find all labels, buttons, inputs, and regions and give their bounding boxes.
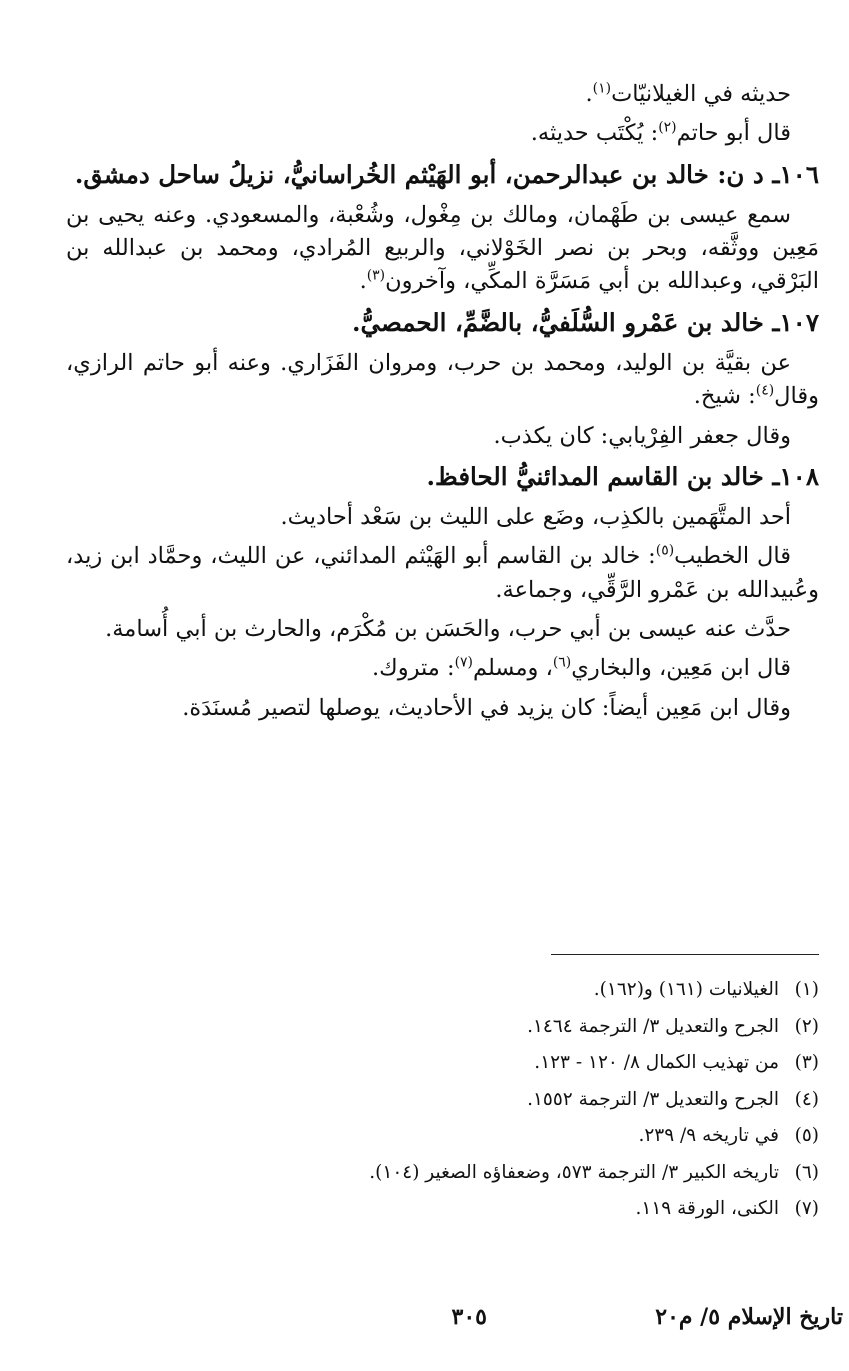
footnote-text: الجرح والتعديل ٣/ الترجمة ١٥٥٢.: [527, 1088, 779, 1110]
footnote-item: [66, 1124, 819, 1148]
footnote-item: [66, 1197, 819, 1221]
paragraph: أحد المتَّهَمين بالكذِب، وضَع على الليث بن سَعْد أحاديث.: [280, 504, 791, 531]
paragraph: سمع عيسى بن طَهْمان، ومالك بن مِغْول، وشُعْبة، والمسعودي. وعنه يحيى بن مَعِين ووثَّقه، وبحر بن نصر الخَوْلاني، والربيع المُرادي، ومحمد بن عبدالله بن البَرْقي، وعبدالله بن أبي مَسَرَّة المكِّي، وآخرون$^{(٣)}$.: [66, 201, 819, 295]
footnote-item: [66, 1015, 819, 1039]
footnote-divider: [551, 954, 819, 955]
paragraph: عن بقيَّة بن الوليد، ومحمد بن حرب، ومروان الفَزَاري. وعنه أبو حاتم الرازي، وقال$^{(٤)}$: شيخ.: [66, 349, 819, 410]
page-number: ٣٠٥: [451, 1304, 487, 1330]
paragraph: قال ابن مَعِين، والبخاري$^{(٦)}$، ومسلم$^{(٧)}$: متروك.: [372, 654, 791, 682]
footnotes: [66, 978, 819, 1234]
footnote-number: (٧): [794, 1198, 819, 1220]
footnote-item: [66, 1161, 819, 1185]
running-title: تاريخ الإسلام ٥/ م٢٠: [655, 1304, 843, 1330]
footnote-number: (٥): [794, 1125, 819, 1147]
footnote-ref[interactable]: (١): [592, 80, 612, 97]
paragraph: وقال جعفر الفِرْيابي: كان يكذب.: [493, 422, 791, 449]
footnote-text: تاريخه الكبير ٣/ الترجمة ٥٧٣، وضعفاؤه الصغير (١٠٤).: [369, 1161, 779, 1183]
footnote-text: من تهذيب الكمال ٨/ ١٢٠ - ١٢٣.: [534, 1052, 779, 1074]
paragraph: قال أبو حاتم$^{(٢)}$: يُكْتَب حديثه.: [530, 119, 791, 147]
paragraph: حديثه في الغيلانيّات$^{(١)}$.: [585, 80, 791, 107]
footnote-item: [66, 1051, 819, 1075]
entry-heading: ١٠٦ـ د ن: خالد بن عبدالرحمن، أبو الهَيْثم الخُراسانيُّ، نزيلُ ساحل دمشق.: [74, 159, 819, 189]
main-text: [66, 78, 819, 725]
footnote-item: [66, 978, 819, 1002]
footnote-number: (١): [794, 979, 819, 1000]
footnote-text: الغيلانيات (١٦١) و(١٦٢).: [593, 979, 779, 1000]
footnote-text: في تاريخه ٩/ ٢٣٩.: [638, 1125, 779, 1147]
footnote-ref[interactable]: (٦): [552, 654, 572, 671]
footnote-number: (٣): [794, 1052, 819, 1074]
footnote-number: (٦): [794, 1161, 819, 1183]
footnote-number: (٤): [794, 1088, 819, 1110]
footnote-text: الجرح والتعديل ٣/ الترجمة ١٤٦٤.: [527, 1015, 779, 1037]
footnote-ref[interactable]: (٥): [655, 542, 675, 559]
paragraph: حدَّث عنه عيسى بن أبي حرب، والحَسَن بن مُكْرَم، والحارث بن أبي أُسامة.: [105, 616, 791, 643]
paragraph: قال الخطيب$^{(٥)}$: خالد بن القاسم أبو الهَيْثم المدائني، عن الليث، وحمَّاد ابن زيد، وعُبيدالله بن عَمْرو الرَّقِّي، وجماعة.: [66, 542, 819, 603]
footnote-number: (٢): [794, 1015, 819, 1037]
entry-heading: ١٠٨ـ خالد بن القاسم المدائنيُّ الحافظ.: [426, 461, 819, 491]
paragraph: وقال ابن مَعِين أيضاً: كان يزيد في الأحاديث، يوصلها لتصير مُسنَدَة.: [182, 694, 791, 721]
footnote-ref[interactable]: (٧): [454, 654, 473, 671]
footnote-ref[interactable]: (٤): [755, 382, 775, 399]
footnote-item: [66, 1088, 819, 1112]
footnote-ref[interactable]: (٢): [658, 119, 677, 136]
footnote-text: الكنى، الورقة ١١٩.: [635, 1198, 779, 1220]
page-footer: [0, 1304, 849, 1344]
footnote-ref[interactable]: (٣): [366, 267, 386, 284]
entry-heading: ١٠٧ـ خالد بن عَمْرو السُّلَفيُّ، بالضَّمِّ، الحمصيُّ.: [352, 307, 819, 337]
